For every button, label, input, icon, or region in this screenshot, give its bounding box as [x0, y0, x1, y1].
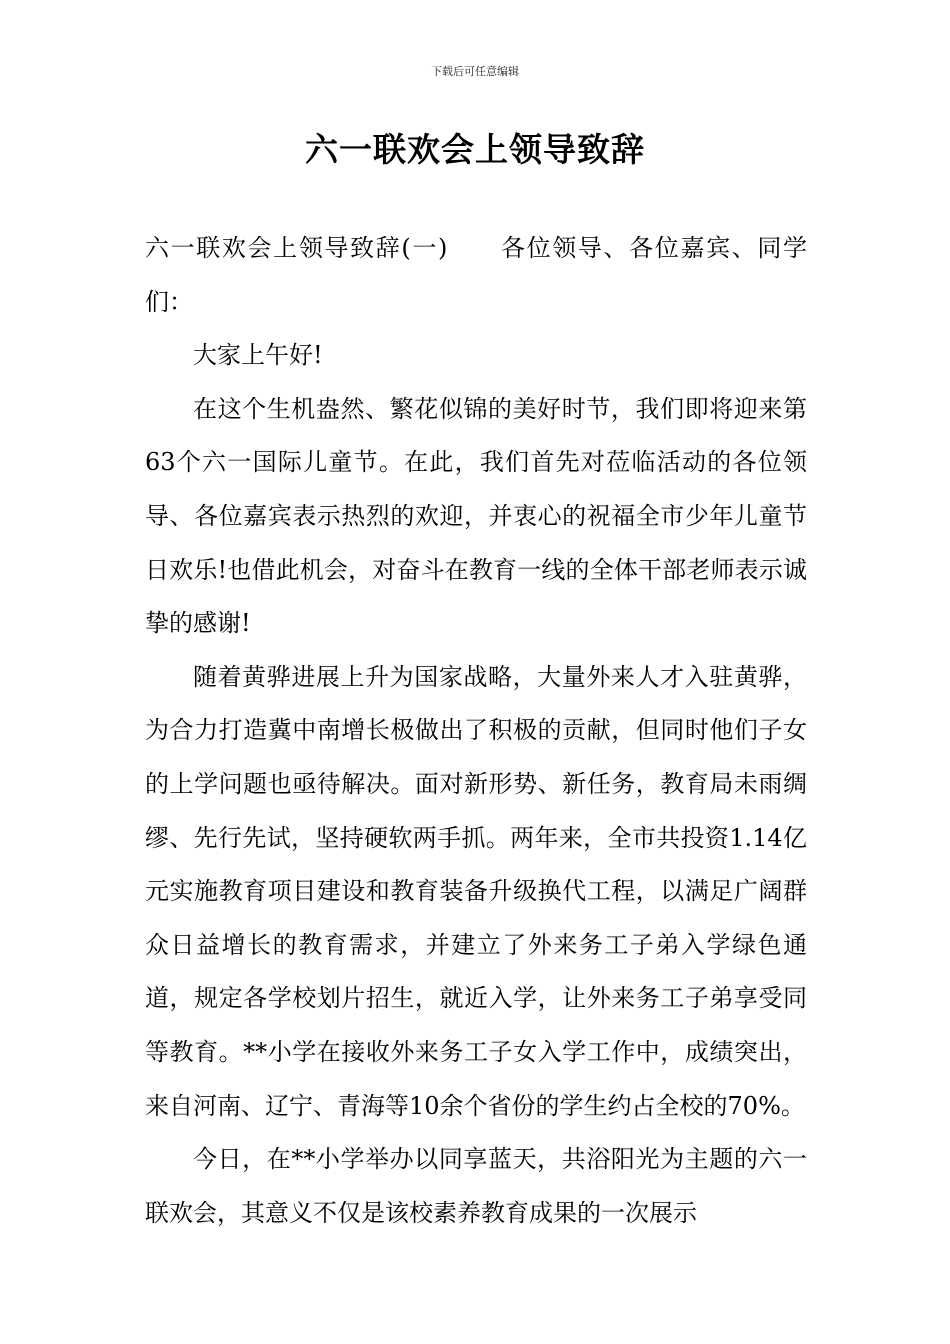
salutation: 各位领导、各位嘉宾、同学们：: [145, 234, 807, 316]
greeting-paragraph: 大家上午好!: [193, 341, 323, 370]
document-title: 六一联欢会上领导致辞: [305, 130, 645, 169]
header-note: 下载后可任意编辑: [431, 65, 519, 78]
education-development-paragraph: 随着黄骅进展上升为国家战略，大量外来人才入驻黄骅，为合力打造冀中南增长极做出了积极的贡献，但同时他们子女的上学问题也亟待解决。面对新形势、新任务，教育局未雨绸缪、先行先试，坚持硬软两手抓。两年来，全市共投资1.14亿元实施教育项目建设和教育装备升级换代工程，以满足广阔群众日益增长的教育需求，并建立了外来务工子弟入学绿色通道，规定各学校划片招生，就近入学，让外来务工子弟享受同等教育。**小学在接收外来务工子女入学工作中，成绩突出，来自河南、辽宁、青海等10余个省份的学生约占全校的70%。: [145, 662, 807, 1120]
opening-line: [145, 222, 807, 329]
section-label: 六一联欢会上领导致辞(一): [145, 234, 448, 262]
event-significance-paragraph: 今日，在**小学举办以同享蓝天，共浴阳光为主题的六一联欢会，其意义不仅是该校素养教育成果的一次展示: [145, 1145, 807, 1227]
welcome-paragraph: 在这个生机盎然、繁花似锦的美好时节，我们即将迎来第63个六一国际儿童节。在此，我们首先对莅临活动的各位领导、各位嘉宾表示热烈的欢迎，并衷心的祝福全市少年儿童节日欢乐!也借此机会，对奋斗在教育一线的全体干部老师表示诚挚的感谢!: [145, 394, 807, 638]
document-body: [145, 222, 807, 1240]
